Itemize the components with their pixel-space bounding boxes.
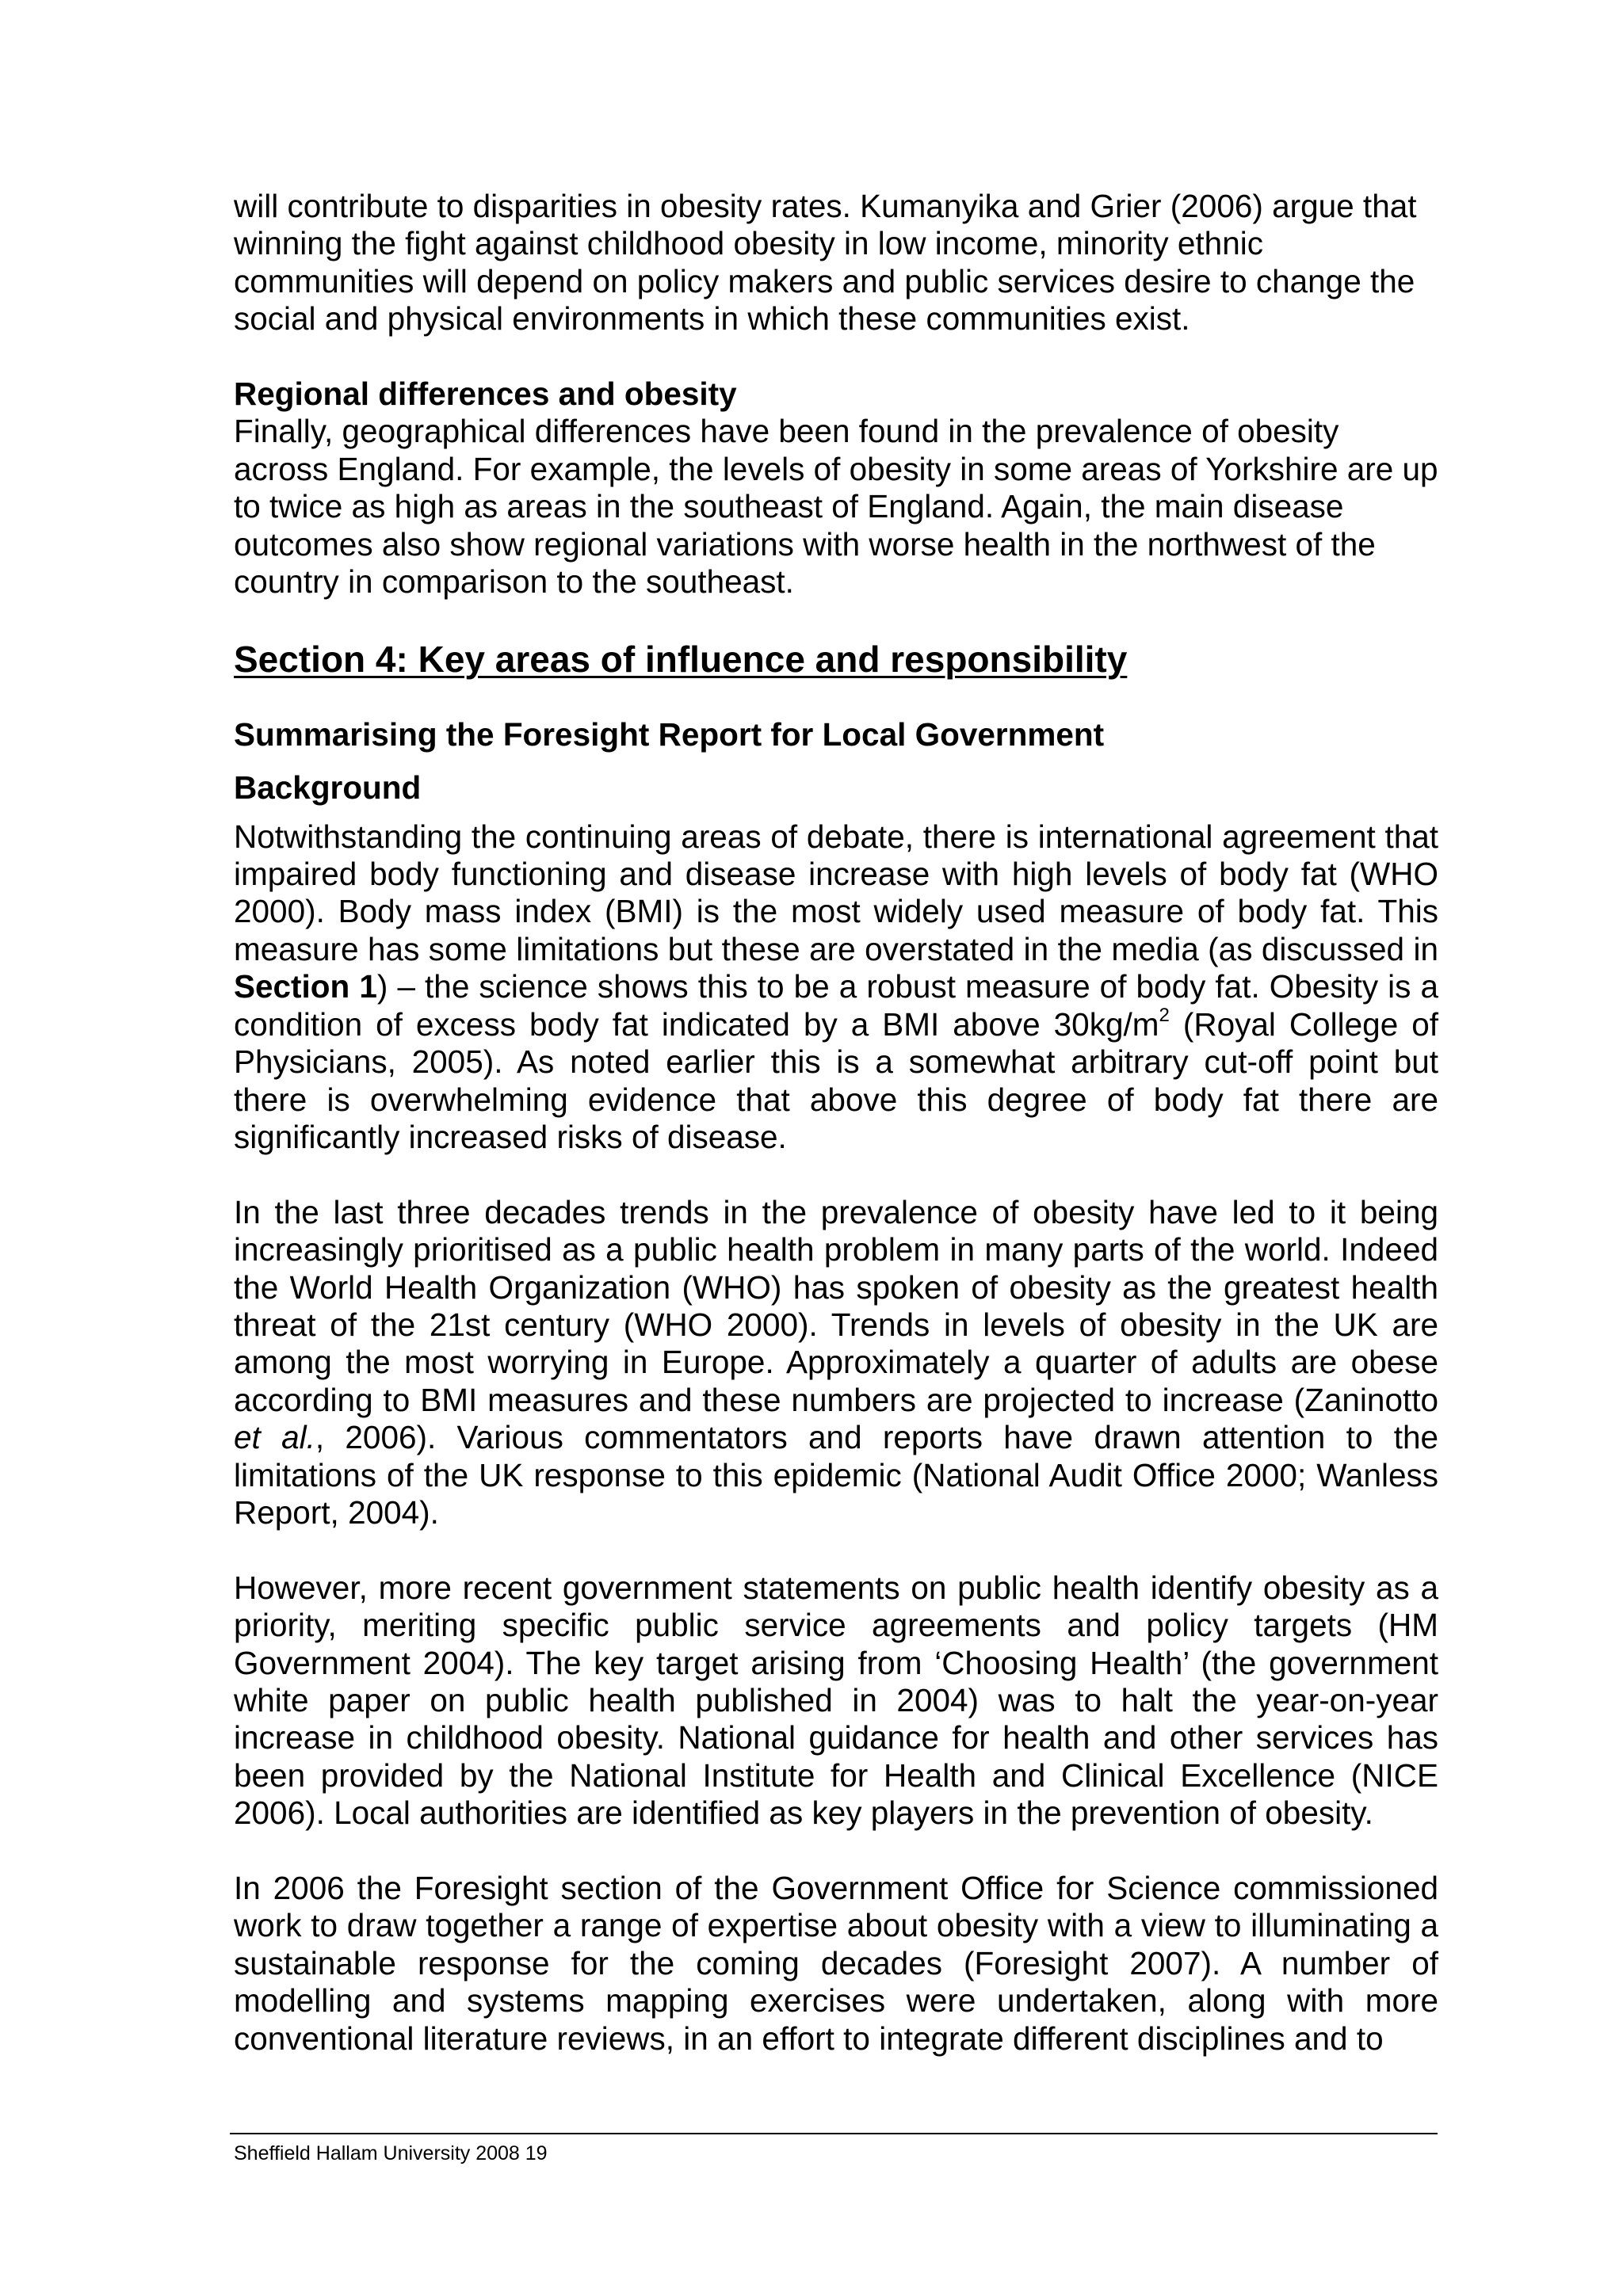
- section-1-reference: Section 1: [234, 968, 377, 1005]
- paragraph-bmi-part-b: ) – the science shows this to be a robust measure of body fat. Obesity is a condition of excess body fat indicated by a BMI above 30kg/m: [234, 968, 1439, 1043]
- footer-divider: [230, 2133, 1438, 2134]
- paragraph-trends: [234, 1194, 1438, 1532]
- section-4-title: Section 4: Key areas of influence and responsibility: [234, 638, 1128, 680]
- heading-background: Background: [234, 769, 422, 807]
- subtitle-foresight-summary: Summarising the Foresight Report for Local Government: [234, 715, 1105, 753]
- paragraph-disparities: will contribute to disparities in obesity rates. Kumanyika and Grier (2006) argue that winning the fight against childhood obesity in low income, minority ethnic communities will depend on policy makers and public services desire to change the social and physical environments in which these communities exist.: [234, 188, 1417, 338]
- page-content: [234, 188, 1438, 2058]
- paragraph-trends-part-a: In the last three decades trends in the prevalence of obesity have led to it being increasingly prioritised as a public health problem in many parts of the world. Indeed the World Health Organization (WHO) has spoken of obesity as the greatest health threat of the 21st century (WHO 2000). Trends in levels of obesity in the UK are among the most worrying in Europe. Approximately a quarter of adults are obese according to BMI measures and these numbers are projected to increase (Zaninotto: [234, 1193, 1438, 1418]
- paragraph-bmi-part-a: Notwithstanding the continuing areas of debate, there is international agreement that impaired body functioning and disease increase with high levels of body fat (WHO 2000). Body mass index (BMI) is the most widely used measure of body fat. This measure has some limitations but these are overstated in the media (as discussed in: [234, 818, 1438, 967]
- paragraph-foresight: In 2006 the Foresight section of the Government Office for Science commissioned work to draw together a range of expertise about obesity with a view to illuminating a sustainable response for the coming decades (Foresight 2007). A number of modelling and systems mapping exercises were undertaken, along with more conventional literature reviews, in an effort to integrate different disciplines and to: [234, 1869, 1438, 2057]
- paragraph-government-statements: However, more recent government statements on public health identify obesity as a priority, meriting specific public service agreements and policy targets (HM Government 2004). The key target arising from ‘Choosing Health’ (the government white paper on public health published in 2004) was to halt the year-on-year increase in childhood obesity. National guidance for health and other services has been provided by the National Institute for Health and Clinical Excellence (NICE 2006). Local authorities are identified as key players in the prevention of obesity.: [234, 1569, 1438, 1832]
- superscript-2: 2: [1159, 1004, 1170, 1026]
- paragraph-trends-part-b: , 2006). Various commentators and reports have drawn attention to the limitations of the UK response to this epidemic (National Audit Office 2000; Wanless Report, 2004).: [234, 1419, 1438, 1531]
- et-al-italic: et al.: [234, 1419, 315, 1456]
- footer-text: Sheffield Hallam University 2008 19: [234, 2142, 548, 2164]
- heading-regional-differences: Regional differences and obesity: [234, 376, 737, 413]
- paragraph-regional: Finally, geographical differences have been found in the prevalence of obesity across England. For example, the levels of obesity in some areas of Yorkshire are up to twice as high as areas in the southeast of England. Again, the main disease outcomes also show regional variations with worse health in the northwest of the country in comparison to the southeast.: [234, 413, 1438, 601]
- paragraph-bmi-part-c: (Royal College of Physicians, 2005). As noted earlier this is a somewhat arbitrary cut-off point but there is overwhelming evidence that above this degree of body fat there are significantly increased risks of disease.: [234, 1005, 1439, 1155]
- paragraph-bmi: [234, 818, 1438, 1157]
